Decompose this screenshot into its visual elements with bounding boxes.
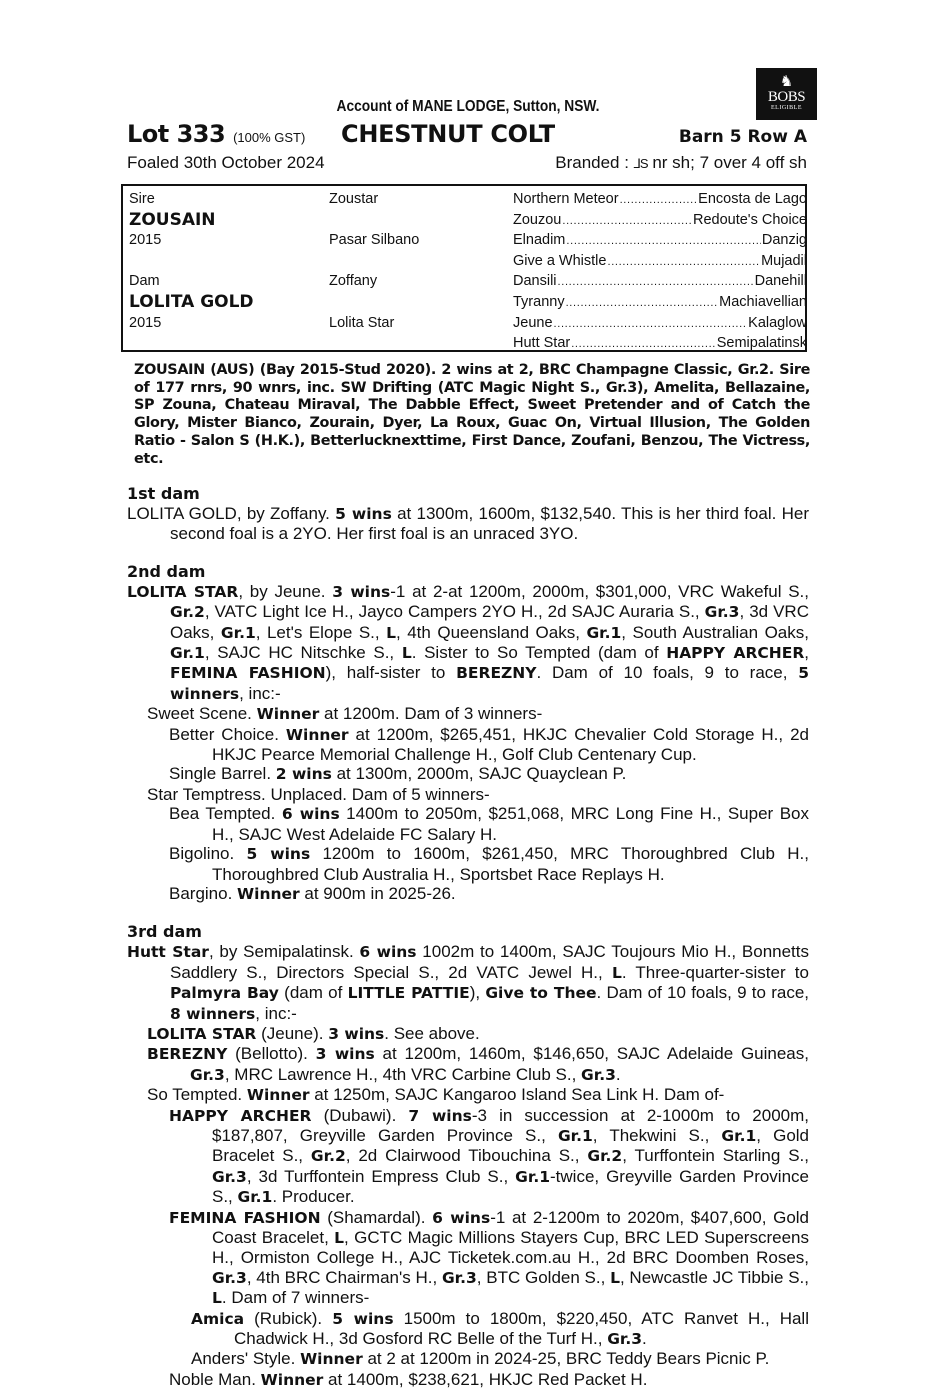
text: at 1300m, 1600m, $132,540. This is her third foal. Her second foal is a 2YO. Her first foal is an unraced 3YO.: [170, 504, 809, 544]
text: -3 in succession at 2-1000m to 2000m, $187,807, Greyville Garden Province S.,: [212, 1105, 809, 1145]
bold-text: BEREZNY: [147, 1045, 228, 1064]
text: . Dam of 7 winners-: [221, 1288, 370, 1308]
brand-mark: ⅃S: [633, 156, 648, 171]
bold-text: Winner: [237, 884, 300, 903]
pedigree-entry: [127, 1106, 809, 1208]
bold-text: L: [610, 1268, 620, 1287]
bold-text: Amica: [191, 1309, 245, 1328]
leader-dots: [554, 314, 748, 335]
text: at 900m in 2025-26.: [299, 883, 456, 903]
bold-text: Gr.2: [587, 1147, 623, 1166]
ped-gp: [329, 292, 499, 313]
bold-text: Gr.2: [310, 1147, 346, 1166]
bold-text: 5 winners: [170, 664, 810, 703]
ped-ggp-right: Encosta de Lago: [698, 191, 807, 207]
dam-section-2: [127, 562, 809, 905]
text: at 1200m, $265,451, HKJC Chevalier Cold Storage H., 2d HKJC Pearce Memorial Challenge H., Golf Club Centenary Cup.: [212, 724, 809, 765]
dam-heading: 2nd dam: [127, 561, 206, 581]
foaled-date: Foaled 30th October 2024: [127, 153, 325, 172]
leader-dots: [620, 190, 698, 211]
bold-text: Gr.3: [607, 1330, 643, 1349]
text: 1500m to 1800m, $220,450, ATC Ranvet H., Hall Chadwick H., 3d Gosford RC Belle of the Turf H.,: [234, 1308, 809, 1349]
text: (dam of: [278, 983, 348, 1003]
text: , inc:-: [239, 683, 281, 703]
text: . Sister to So Tempted (dam of: [411, 643, 667, 663]
bold-text: Gr.1: [557, 1126, 593, 1145]
pedigree-entry: [127, 942, 809, 1024]
lot-header: [127, 120, 809, 150]
pedigree-entry: [127, 1349, 809, 1369]
leader-dots: [558, 272, 754, 293]
text: at 2 at 1200m in 2024-25, BRC Teddy Bears Picnic P.: [362, 1349, 770, 1369]
text: 1400m to 2050m, $251,068, MRC Long Fine H., Super Box H., SAJC West Adelaide FC Salary H.: [212, 804, 809, 844]
lot-label: Lot 333: [127, 120, 226, 148]
pedigree-entry: [127, 1309, 809, 1350]
ped-sire-year: 2015: [129, 232, 162, 249]
text: Bigolino.: [169, 844, 247, 864]
gst-note: (100% GST): [233, 130, 306, 145]
pedigree-entry: [127, 844, 809, 884]
leader-dots: [566, 293, 719, 314]
text: , 3d VRC Oaks,: [170, 602, 809, 642]
bold-text: L: [334, 1229, 345, 1247]
ped-blank: [129, 333, 319, 354]
bold-text: 5 wins: [246, 845, 311, 864]
bold-text: Gr.1: [515, 1167, 550, 1186]
text: Single Barrel.: [169, 764, 276, 784]
text: .: [642, 1329, 647, 1349]
bold-text: Gr.3: [441, 1268, 477, 1287]
pedigree-entry: [127, 725, 809, 765]
barn-location: Barn 5 Row A: [678, 127, 807, 147]
dam-section-1: [127, 484, 809, 544]
leader-dots: [571, 334, 716, 355]
bold-text: Gr.1: [237, 1188, 273, 1207]
bold-text: Gr.3: [212, 1268, 247, 1287]
text: , Thekwini S.,: [592, 1125, 722, 1145]
ped-ggp-right: Kalaglow: [748, 314, 807, 331]
bold-text: 8 winners: [170, 1004, 256, 1023]
bold-text: LITTLE PATTIE: [347, 984, 470, 1003]
bold-text: LOLITA STAR: [127, 582, 239, 601]
bold-text: Winner: [300, 1350, 363, 1369]
logo-line2: ELIGIBLE: [771, 105, 802, 111]
bold-text: FEMINA FASHION: [170, 664, 326, 683]
logo-line1: BOBS: [767, 89, 806, 105]
horse-head-icon: ♞: [779, 72, 794, 90]
bold-text: Hutt Star: [127, 943, 209, 962]
text: 1002m to 1400m, SAJC Toujours Mio H., Bonnetts Saddlery S., Directors Special S., 2d VATC Jewel H.,: [170, 942, 810, 982]
dam-section-3: [127, 922, 809, 1390]
pedigree-entry: [127, 785, 809, 804]
text: , 3d Turffontein Empress Club S.,: [246, 1166, 516, 1186]
ped-ggp-row: [513, 251, 807, 272]
ped-ggp-left: Jeune: [513, 314, 553, 331]
text: Anders' Style.: [191, 1349, 301, 1369]
ped-ggp-right: Mujadil: [761, 252, 807, 269]
pedigree-entry: [127, 1085, 809, 1105]
leader-dots: [566, 231, 760, 252]
text: ), half-sister to: [325, 663, 457, 683]
branded-prefix: Branded :: [555, 153, 634, 172]
pedigree-entry: [127, 1024, 809, 1044]
pedigree-entry: [127, 884, 809, 904]
text: , Let's Elope S.,: [255, 622, 387, 642]
text: Bea Tempted.: [169, 804, 282, 824]
text: Better Choice.: [169, 724, 286, 744]
ped-ggp-left: Hutt Star: [513, 335, 571, 352]
text: , 2d Clairwood Tibouchina S.,: [345, 1146, 588, 1166]
text: at 1300m, 2000m, SAJC Quayclean P.: [331, 764, 627, 784]
text: (Shamardal).: [320, 1207, 433, 1227]
ped-ggp-right: Semipalatinsk: [716, 335, 807, 352]
pedigree-table: [121, 184, 807, 352]
bold-text: L: [212, 1289, 222, 1308]
text: -twice, Greyville Garden Province S.,: [212, 1166, 809, 1207]
ped-ggp-row: [513, 189, 807, 210]
bold-text: Gr.1: [721, 1126, 757, 1145]
bold-text: Gr.1: [170, 644, 205, 663]
ped-ggp-left: Elnadim: [513, 232, 566, 249]
bold-text: BEREZNY: [456, 664, 537, 683]
text: .: [615, 1064, 621, 1084]
ped-gp: [329, 333, 499, 354]
text: -1 at 2-at 1200m, 2000m, $301,000, VRC Wakeful S.,: [390, 581, 809, 601]
ped-ggp-left: Give a Whistle: [513, 252, 607, 269]
female-family: [127, 484, 809, 1390]
ped-ggp-left: Dansili: [513, 273, 557, 290]
text: -1 at 2-1200m to 2020m, $407,600, Gold Coast Bracelet,: [212, 1207, 810, 1247]
text: (Jeune).: [256, 1023, 329, 1043]
text: , 4th Queensland Oaks,: [396, 622, 587, 642]
bold-text: 3 wins: [328, 1024, 385, 1043]
bold-text: HAPPY ARCHER: [666, 644, 805, 663]
text: . Producer.: [272, 1187, 355, 1207]
bold-text: Winner: [285, 725, 349, 744]
bold-text: Gr.1: [586, 623, 622, 642]
ped-dam-name: LOLITA GOLD: [129, 291, 254, 312]
ped-gp: Pasar Silbano: [329, 232, 420, 249]
bold-text: L: [611, 963, 622, 982]
text: , BTC Golden S.,: [476, 1267, 611, 1287]
bold-text: LOLITA STAR: [147, 1024, 257, 1043]
ped-gp: Lolita Star: [329, 314, 395, 331]
text: , GCTC Magic Millions Stayers Cup, BRC LED Superscreens H., Ormiston College H., AJC Ticketek.com.au H., 2d BRC Doomben Roses,: [212, 1228, 809, 1268]
text: , VATC Light Ice H., Jayco Campers 2YO H., 2d SAJC Auraria S.,: [204, 602, 705, 622]
bold-text: 2 wins: [275, 765, 332, 784]
ped-ggp-row: [513, 313, 807, 334]
bold-text: Winner: [246, 1086, 310, 1105]
text: ),: [469, 983, 486, 1003]
ped-ggp-row: [513, 230, 807, 251]
text: , Newcastle JC Tibbie S.,: [619, 1267, 809, 1287]
bold-text: Gr.3: [704, 603, 740, 622]
pedigree-col-parents: [129, 189, 319, 354]
ped-ggp-left: Northern Meteor: [513, 191, 619, 207]
leader-dots: [562, 211, 692, 232]
horse-description: CHESTNUT COLT: [341, 120, 555, 148]
text: Sweet Scene.: [147, 704, 257, 724]
pedigree-entry: [127, 582, 809, 704]
text: , SAJC HC Nitschke S.,: [204, 643, 402, 663]
text: , South Australian Oaks,: [621, 622, 809, 642]
text: , MRC Lawrence H., 4th VRC Carbine Club S.,: [224, 1064, 582, 1084]
bold-text: 5 wins: [332, 1309, 394, 1328]
text: . Dam of 10 foals, 9 to race,: [536, 663, 799, 683]
bold-text: Give to Thee: [485, 984, 597, 1003]
text: (Rubick).: [244, 1308, 333, 1328]
text: , 4th BRC Chairman's H.,: [246, 1267, 442, 1287]
text: LOLITA GOLD, by Zoffany.: [127, 504, 336, 523]
text: . Dam of 10 foals, 9 to race,: [596, 983, 810, 1003]
pedigree-entry: [127, 764, 809, 784]
ped-ggp-row: [513, 271, 807, 292]
bobs-eligible-logo: [756, 68, 817, 120]
leader-dots: [607, 252, 760, 273]
ped-blank: [129, 251, 319, 272]
bold-text: Gr.1: [220, 623, 256, 642]
text: , by Jeune.: [238, 581, 333, 601]
text: at 1400m, $238,621, HKJC Red Packet H.: [323, 1369, 648, 1389]
bold-text: 5 wins: [335, 505, 392, 523]
text: . See above.: [384, 1023, 480, 1043]
text: ,: [804, 643, 809, 663]
ped-ggp-right: Machiavellian: [719, 293, 807, 310]
text: at 1250m, SAJC Kangaroo Island Sea Link H. Dam of-: [309, 1085, 725, 1105]
ped-label-sire: Sire: [129, 191, 155, 207]
pedigree-col-great-grandparents: [513, 189, 807, 354]
text: 1200m to 1600m, $261,450, MRC Thoroughbred Club H., Thoroughbred Club Australia H., Sportsbet Race Replays H.: [212, 844, 809, 884]
text: , inc:-: [255, 1003, 297, 1023]
text: Noble Man.: [169, 1369, 261, 1389]
ped-gp: Zoffany: [329, 273, 378, 290]
pedigree-entry: [127, 1208, 809, 1309]
sire-summary: ZOUSAIN (AUS) (Bay 2015-Stud 2020). 2 wins at 2, BRC Champagne Classic, Gr.2. Sire of 177 rnrs, 90 wnrs, inc. SW Drifting (ATC Magic Night S., Gr.3), Amelita, Bellazaine, SP Zouna, Chateau Miraval, The Dabble Effect, Sweet Pretender and of Catch the Glory, Mister Bianco, Zourain, Dyer, La Roux, Guac On, Virtual Illusion, The Golden Ratio - Salon S (H.K.), Betterlucknexttime, First Dance, Zoufani, Benzou, The Victress, etc.: [134, 362, 810, 467]
brand-info: [555, 153, 807, 173]
text: . Three-quarter-sister to: [621, 962, 809, 982]
text: at 1200m, 1460m, $146,650, SAJC Adelaide Guineas,: [374, 1044, 809, 1064]
bold-text: Winner: [256, 705, 320, 724]
bold-text: Winner: [260, 1370, 324, 1389]
bold-text: FEMINA FASHION: [169, 1208, 321, 1227]
lot-number: [127, 120, 305, 148]
ped-label-dam: Dam: [129, 273, 160, 290]
dam-heading: 3rd dam: [127, 922, 202, 942]
bold-text: Palmyra Bay: [170, 984, 279, 1003]
bold-text: 6 wins: [281, 805, 340, 824]
vendor-account: Account of MANE LODGE, Sutton, NSW.: [336, 98, 600, 115]
ped-ggp-row: [513, 333, 807, 354]
ped-ggp-right: Danzig: [761, 232, 807, 249]
text: , Gold Bracelet S.,: [212, 1125, 810, 1166]
ped-dam-year: 2015: [129, 314, 162, 331]
pedigree-entry: [127, 804, 809, 844]
bold-text: Gr.3: [190, 1065, 225, 1084]
pedigree-entry: [127, 504, 809, 544]
text: (Bellotto).: [227, 1044, 316, 1064]
ped-ggp-right: Redoute's Choice: [692, 211, 807, 228]
bold-text: HAPPY ARCHER: [169, 1106, 312, 1125]
ped-ggp-row: [513, 210, 807, 231]
bold-text: L: [386, 623, 396, 642]
branded-suffix: nr sh; 7 over 4 off sh: [647, 153, 807, 172]
bold-text: 7 wins: [408, 1106, 472, 1125]
ped-gp: [329, 210, 499, 231]
text: , Turffontein Starling S.,: [622, 1146, 809, 1166]
text: Bargino.: [169, 883, 238, 903]
bold-text: 6 wins: [359, 943, 417, 962]
pedigree-col-grandparents: [329, 189, 499, 354]
bold-text: 6 wins: [432, 1208, 491, 1227]
text: Star Temptress. Unplaced. Dam of 5 winners-: [147, 784, 490, 804]
bold-text: Gr.3: [581, 1065, 616, 1084]
ped-ggp-left: Tyranny: [513, 293, 565, 310]
ped-gp: [329, 251, 499, 272]
text: at 1200m. Dam of 3 winners-: [319, 704, 543, 724]
ped-ggp-left: Zouzou: [513, 211, 562, 228]
dam-heading: 1st dam: [127, 484, 200, 503]
text: So Tempted.: [147, 1085, 247, 1105]
pedigree-entry: [127, 1370, 809, 1390]
text: , by Semipalatinsk.: [208, 942, 360, 962]
ped-gp: Zoustar: [329, 191, 379, 207]
pedigree-entry: [127, 704, 809, 724]
bold-text: L: [401, 644, 412, 663]
pedigree-entry: [127, 1044, 809, 1085]
ped-ggp-right: Danehill: [754, 273, 807, 290]
bold-text: 3 wins: [332, 582, 391, 601]
text: (Dubawi).: [311, 1105, 409, 1125]
ped-sire-name: ZOUSAIN: [129, 209, 216, 230]
bold-text: Gr.3: [212, 1167, 247, 1186]
ped-ggp-row: [513, 292, 807, 313]
bold-text: 3 wins: [315, 1045, 375, 1064]
bold-text: Gr.2: [170, 603, 205, 622]
